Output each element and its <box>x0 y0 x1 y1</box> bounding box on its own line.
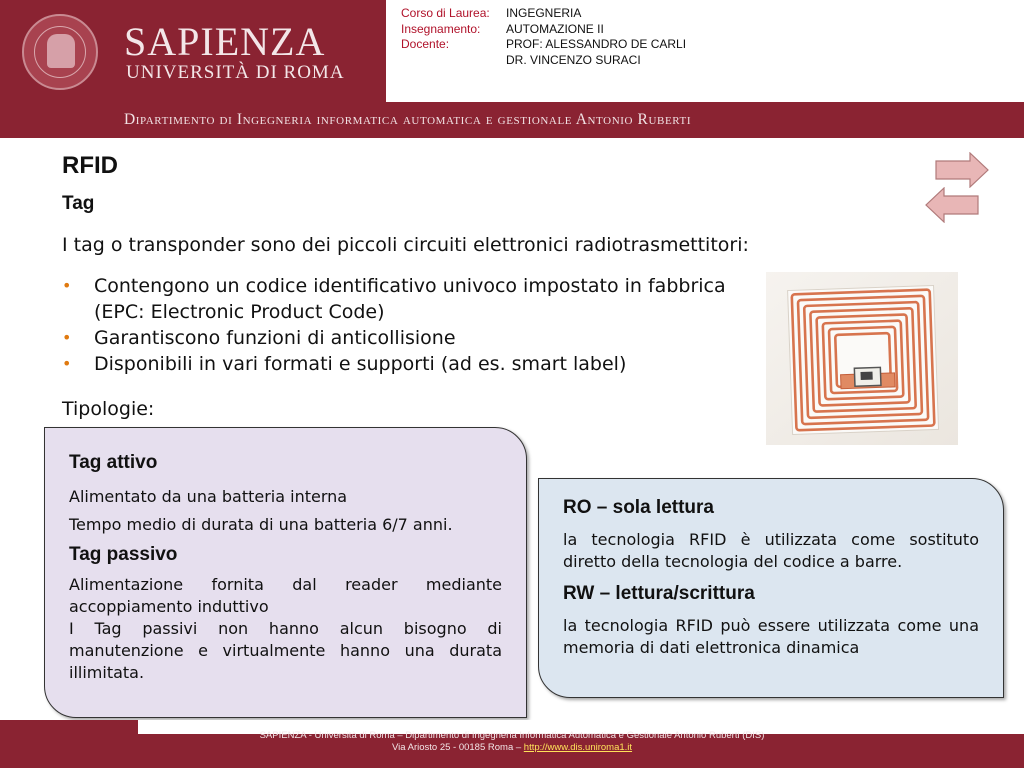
course-value: INGEGNERIA <box>506 6 582 20</box>
ro-text: la tecnologia RFID è utilizzata come sostituto diretto della tecnologia del codice a barre. <box>563 530 979 571</box>
footer-line-2 <box>0 742 1024 753</box>
rfid-tag-image <box>766 272 958 445</box>
passive-tag-text-2: I Tag passivi non hanno alcun bisogno di manutenzione e virtualmente hanno una durata illimitata. <box>69 619 502 682</box>
bullet-icon: • <box>62 354 72 373</box>
brand-subtitle: UNIVERSITÀ DI ROMA <box>126 62 345 83</box>
passive-tag-heading: Tag passivo <box>69 544 178 565</box>
footer-website-link[interactable]: http://www.dis.uniroma1.it <box>523 742 633 753</box>
header-logo-area <box>0 0 386 102</box>
prev-arrow-icon <box>924 187 980 223</box>
brand-name: SAPIENZA <box>124 19 326 64</box>
bullet-list <box>62 273 762 377</box>
slide-subtitle: Tag <box>62 193 95 214</box>
footer <box>0 720 1024 768</box>
subject-label: Insegnamento: <box>401 21 481 36</box>
active-tag-line-1: Alimentato da una batteria interna <box>69 487 348 506</box>
subject-value: AUTOMAZIONE II <box>506 21 604 36</box>
types-heading: Tipologie: <box>62 398 155 420</box>
teacher-label: Docente: <box>401 37 450 51</box>
rw-heading: RW – lettura/scrittura <box>563 583 755 604</box>
passive-tag-text-1: Alimentazione fornita dal reader mediante accoppiamento induttivo <box>69 575 502 616</box>
ro-heading: RO – sola lettura <box>563 497 714 518</box>
rw-text: la tecnologia RFID può essere utilizzata come una memoria di dati elettronica dinamica <box>563 616 979 657</box>
memory-types-box <box>538 478 1004 698</box>
list-item: • Garantiscono funzioni di anticollisione <box>62 327 456 349</box>
university-seal-icon <box>22 14 98 90</box>
course-label: Corso di Laurea: <box>401 6 490 20</box>
teacher-value-1: PROF: ALESSANDRO DE CARLI <box>506 37 687 51</box>
tag-types-box <box>44 427 527 718</box>
list-item: • Disponibili in vari formati e supporti (ad es. smart label) <box>62 353 627 375</box>
teacher-value-2: DR. VINCENZO SURACI <box>506 52 641 67</box>
footer-line-1: SAPIENZA - Università di Roma – Dipartimento di Ingegneria Informatica Automatica e Gestionale Antonio Ruberti (DIS) <box>259 730 765 741</box>
next-slide-button[interactable] <box>934 152 990 188</box>
next-arrow-icon <box>934 152 990 188</box>
list-item: • Contengono un codice identificativo univoco impostato in fabbrica (EPC: Electronic Product Code) <box>62 275 726 323</box>
active-tag-line-2: Tempo medio di durata di una batteria 6/7 anni. <box>69 515 453 534</box>
prev-slide-button[interactable] <box>924 187 980 223</box>
footer-address: Via Ariosto 25 - 00185 Roma – <box>391 742 522 753</box>
bullet-icon: • <box>62 276 72 295</box>
bullet-icon: • <box>62 328 72 347</box>
active-tag-heading: Tag attivo <box>69 452 158 473</box>
department-name: Dipartimento di Ingegneria informatica automatica e gestionale Antonio Ruberti <box>124 111 692 128</box>
intro-text: I tag o transponder sono dei piccoli circuiti elettronici radiotrasmettitori: <box>62 234 749 256</box>
slide-title: RFID <box>62 152 118 179</box>
